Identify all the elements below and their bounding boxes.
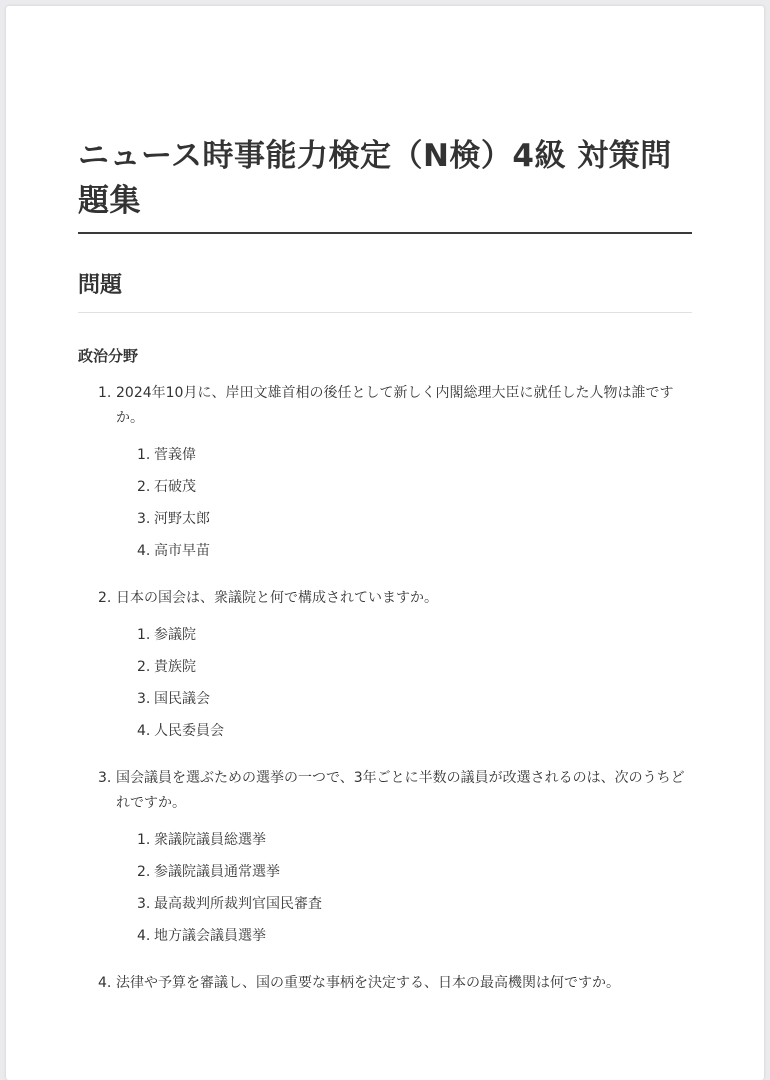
choice-text: 人民委員会 (154, 723, 224, 739)
choice-list (116, 829, 692, 957)
choice-text: 菅義偉 (154, 447, 196, 463)
choice-item (116, 829, 692, 861)
question-number: 3. (98, 770, 112, 786)
choice-item (116, 893, 692, 925)
choice-text: 石破茂 (154, 479, 196, 495)
choice-text: 貴族院 (154, 659, 196, 675)
question-text: 2024年10月に、岸田文雄首相の後任として新しく内閣総理大臣に就任した人物は誰ですか。 (116, 385, 674, 426)
question-number: 2. (98, 590, 112, 606)
choice-number: 2. (137, 864, 151, 880)
choice-text: 地方議会議員選挙 (154, 928, 266, 944)
choice-text: 国民議会 (154, 691, 210, 707)
choice-number: 4. (137, 928, 151, 944)
choice-number: 1. (137, 627, 151, 643)
section-heading: 問題 (78, 273, 123, 298)
choice-text: 最高裁判所裁判官国民審査 (154, 896, 322, 912)
title-divider (78, 232, 692, 234)
choice-number: 4. (137, 543, 151, 559)
choice-text: 参議院議員通常選挙 (154, 864, 280, 880)
choice-list (116, 444, 692, 572)
choice-item (116, 508, 692, 540)
choice-item (116, 688, 692, 720)
choice-number: 1. (137, 447, 151, 463)
choice-item (116, 476, 692, 508)
choice-text: 参議院 (154, 627, 196, 643)
choice-item (116, 540, 692, 572)
choice-number: 1. (137, 832, 151, 848)
question-text: 国会議員を選ぶための選挙の一つで、3年ごとに半数の議員が改選されるのは、次のうちどれですか。 (116, 770, 685, 811)
choice-number: 4. (137, 723, 151, 739)
document-content (78, 134, 692, 1010)
question-text: 日本の国会は、衆議院と何で構成されていますか。 (116, 590, 438, 606)
choice-number: 3. (137, 691, 151, 707)
question-2 (78, 586, 692, 752)
question-list (78, 381, 692, 996)
question-1 (78, 381, 692, 572)
choice-item (116, 720, 692, 752)
question-3 (78, 766, 692, 957)
document-title: ニュース時事能力検定（N検）4級 対策問題集 (78, 138, 672, 219)
choice-item (116, 624, 692, 656)
question-number: 1. (98, 385, 112, 401)
question-4 (78, 971, 692, 996)
choice-text: 高市早苗 (154, 543, 210, 559)
document-page (6, 6, 764, 1080)
choice-text: 河野太郎 (154, 511, 210, 527)
question-number: 4. (98, 975, 112, 991)
choice-item (116, 925, 692, 957)
choice-number: 3. (137, 511, 151, 527)
subsection-heading: 政治分野 (78, 347, 139, 365)
choice-item (116, 444, 692, 476)
choice-item (116, 861, 692, 893)
section-divider (78, 312, 692, 313)
choice-list (116, 624, 692, 752)
choice-number: 2. (137, 479, 151, 495)
choice-item (116, 656, 692, 688)
question-text: 法律や予算を審議し、国の重要な事柄を決定する、日本の最高機関は何ですか。 (116, 975, 620, 991)
choice-number: 3. (137, 896, 151, 912)
choice-number: 2. (137, 659, 151, 675)
choice-text: 衆議院議員総選挙 (154, 832, 266, 848)
